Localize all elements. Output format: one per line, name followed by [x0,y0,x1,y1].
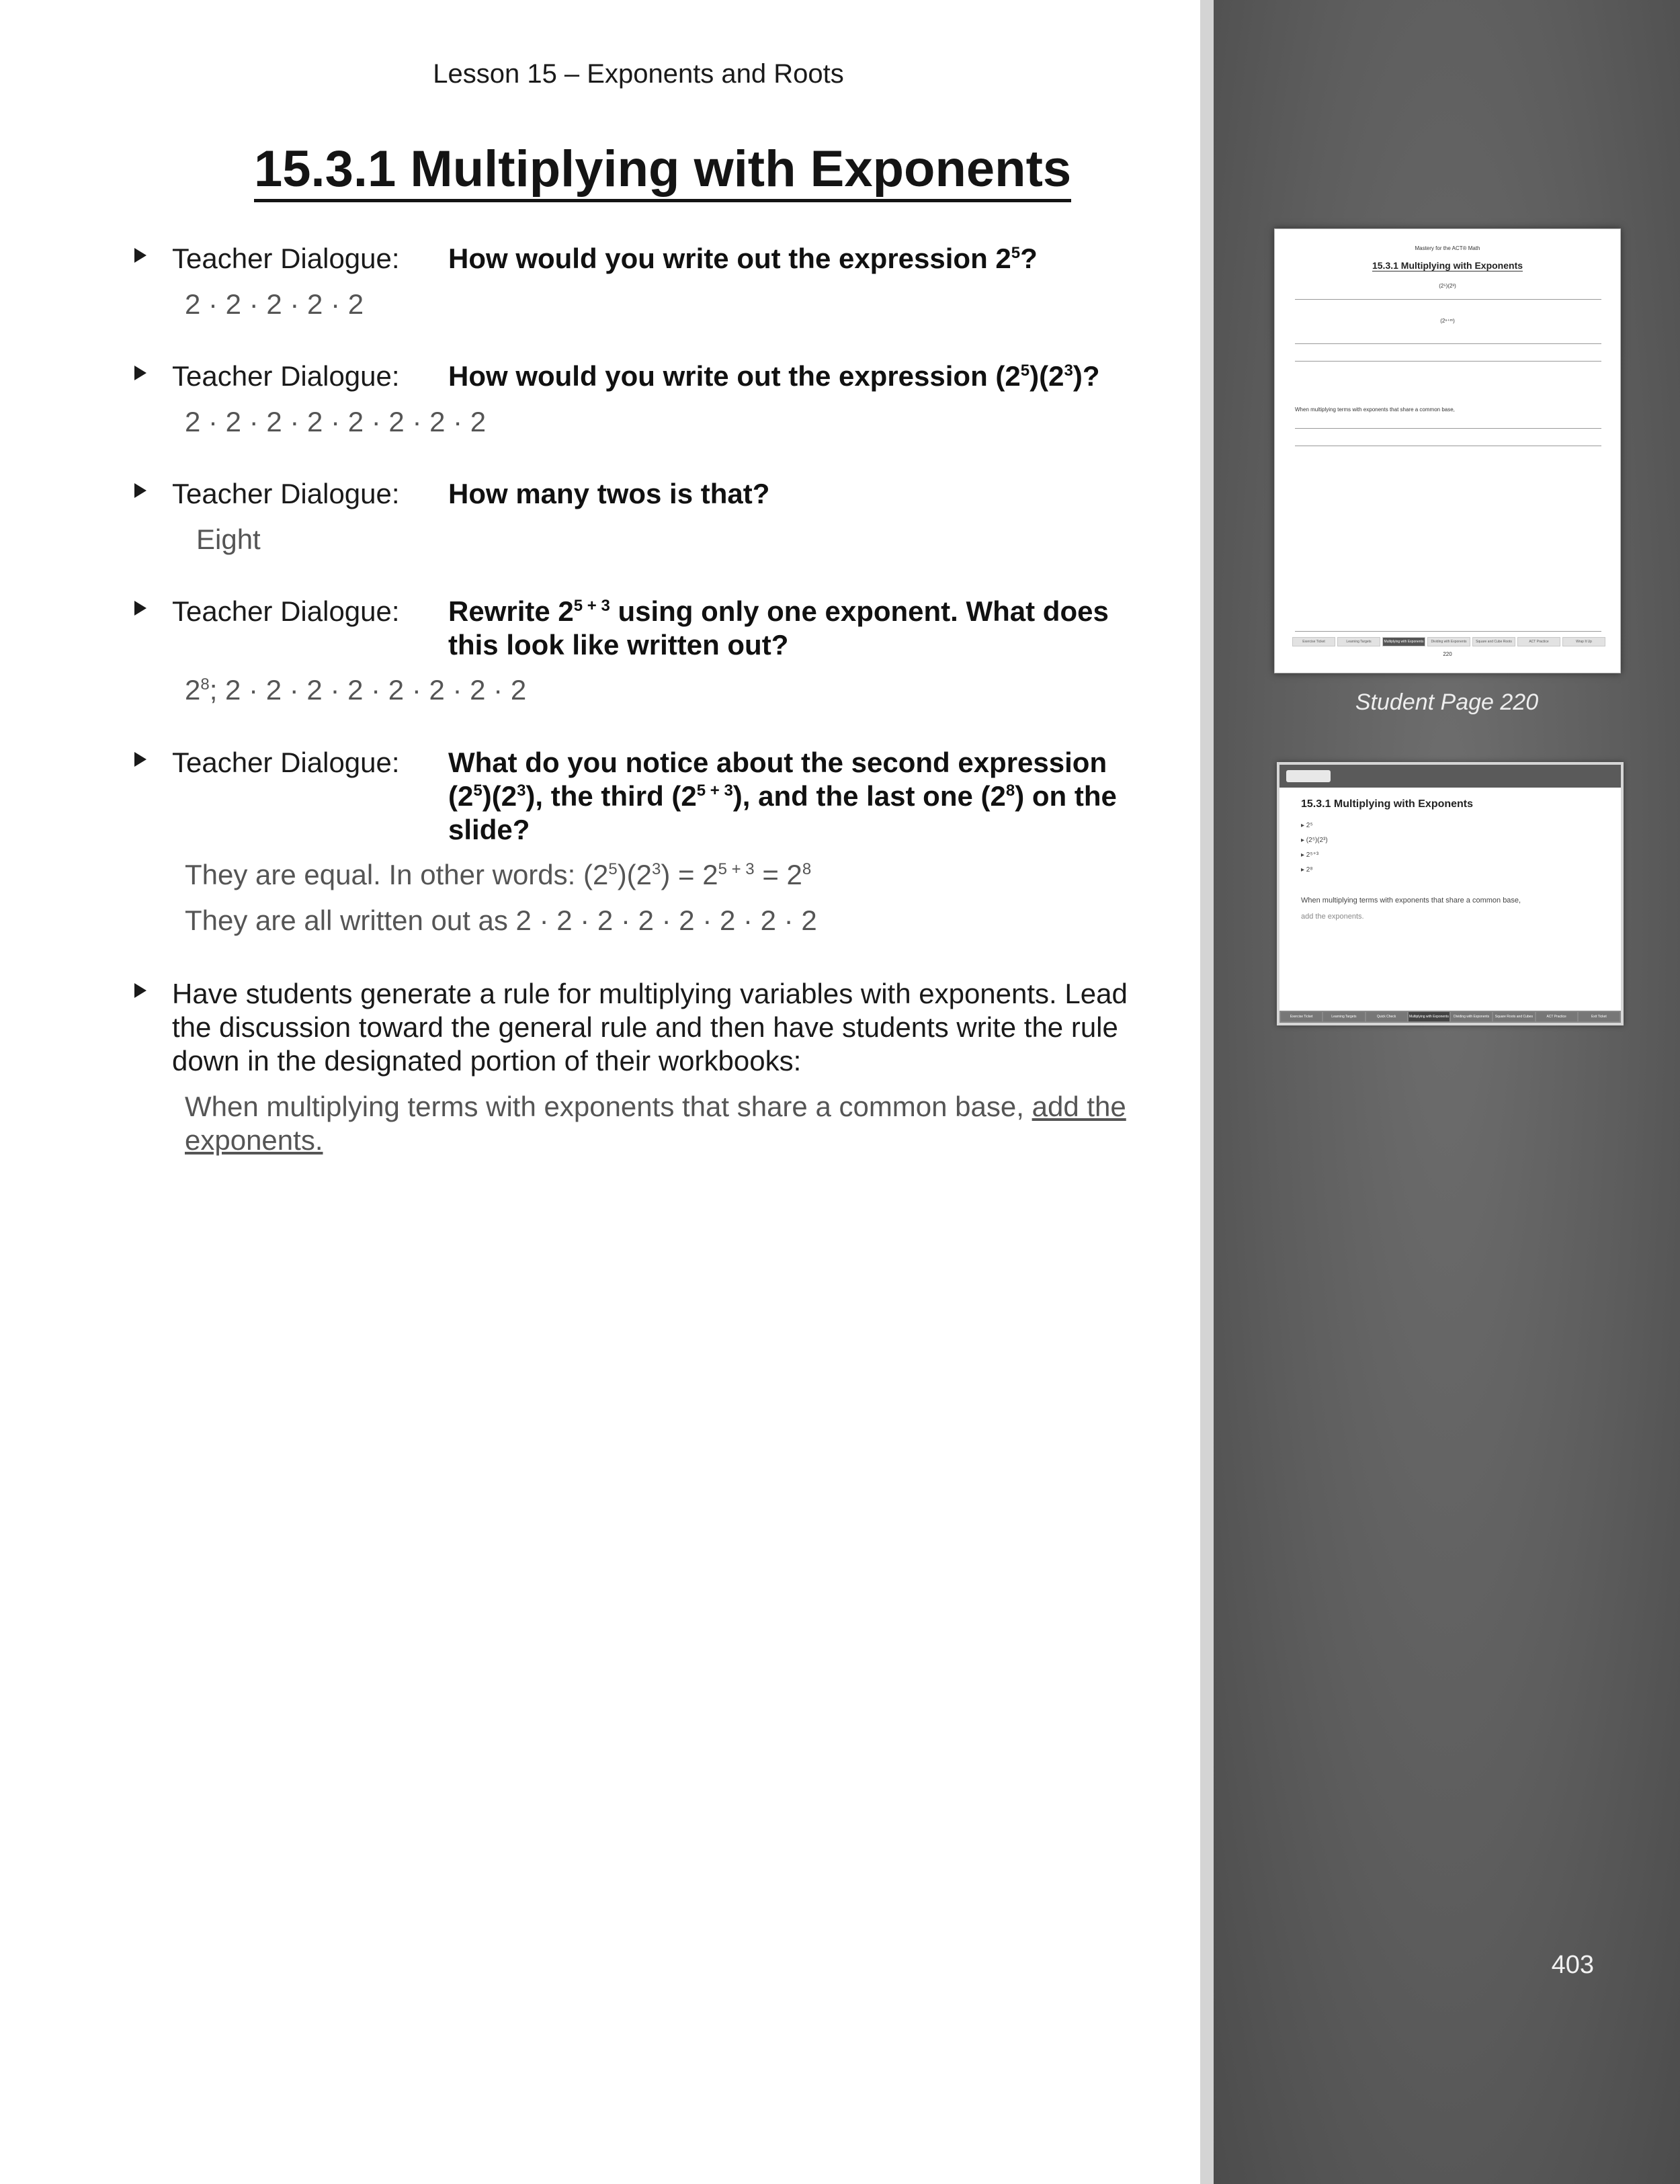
dialogue-label: Teacher Dialogue: [172,747,400,778]
bullet-icon [134,983,146,998]
slide-list [1301,818,1328,878]
dialogue-label: Teacher Dialogue: [172,595,400,627]
slide-footer-tab: ACT Practice [1536,1012,1577,1021]
slide-rule: When multiplying terms with exponents that share a common base, [1301,896,1521,905]
slide-footer-tab: Learning Targets [1323,1012,1364,1021]
dialogue-answer: Eight [196,523,261,555]
thumbnail-title: 15.3.1 Multiplying with Exponents [1372,260,1523,271]
thumbnail-rule: When multiplying terms with exponents that share a common base, [1295,407,1455,413]
page-number: 403 [1551,1951,1594,1979]
slide-footer-tab: Dividing with Exponents [1451,1012,1492,1021]
slide-footer-tab: Square Roots and Cubes [1493,1012,1534,1021]
footer-line [1295,631,1601,632]
slide-rule-answer: add the exponents. [1301,913,1364,921]
student-page-caption: Student Page 220 [1355,689,1539,715]
bullet-icon [134,248,146,263]
thumbnail-footer-tab: Dividing with Exponents [1427,637,1470,646]
slide-list-item: ▸ 2⁵⁺³ [1301,851,1319,859]
thumbnail-expression-2: (2ⁿ⁺ᵐ) [1440,318,1455,324]
dialogue-answer: 2 · 2 · 2 · 2 · 2 · 2 · 2 · 2 [185,406,487,437]
dialogue-label: Teacher Dialogue: [172,360,400,392]
lesson-header: Lesson 15 – Exponents and Roots [433,59,844,89]
slide-header-bar [1279,765,1621,788]
slide-footer-tab: Quick Check [1366,1012,1407,1021]
dialogue-answer-2: They are all written out as 2 · 2 · 2 · 2 · 2 · 2 · 2 · 2 [185,905,817,936]
slide-footer-tab: Multiplying with Exponents [1409,1012,1450,1021]
sidebar [1214,0,1680,2184]
thumbnail-expression-1: (2⁵)(2³) [1439,283,1456,289]
thumbnail-footer-tab: Exercise Ticket [1292,637,1335,646]
slide-footer-tabs [1279,1011,1621,1023]
slide-title: 15.3.1 Multiplying with Exponents [1301,798,1474,810]
section-title: 15.3.1 Multiplying with Exponents [254,141,1071,202]
thumbnail-footer-tab: Multiplying with Exponents [1382,637,1425,646]
slide-footer-tab: Exercise Ticket [1281,1012,1322,1021]
dialogue-answer: 2 · 2 · 2 · 2 · 2 [185,288,364,320]
dialogue-question: What do you notice about the second expression $(2^5)(2^3)$, the third $(2^{5 + 3})$, and the last one $(2^8)$ on the slide? [448,747,1117,845]
bullet-icon [134,601,146,616]
logo-icon [1286,770,1331,782]
thumbnail-footer-tab: ACT Practice [1517,637,1560,646]
slide-list-item: ▸ 2⁵ [1301,822,1313,829]
dialogue-label: Teacher Dialogue: [172,478,400,509]
thumbnail-footer-tab: Learning Targets [1337,637,1380,646]
thumbnail-footer-tab: Square and Cube Roots [1472,637,1515,646]
dialogue-answer: $2^8$; 2 · 2 · 2 · 2 · 2 · 2 · 2 · 2 [185,674,527,706]
student-page-thumbnail[interactable] [1274,228,1621,673]
thumbnail-page-number: 220 [1443,651,1452,657]
slide-list-item: ▸ 2⁸ [1301,866,1313,874]
thumbnail-footer-tabs [1292,637,1605,646]
dialogue-answer: They are equal. In other words: $(2^5)(2^3) = 2^{5 + 3} = 2^8$ [185,859,812,890]
bullet-icon [134,366,146,380]
answer-line [1295,299,1601,300]
slide-footer-tab: Exit Ticket [1579,1012,1620,1021]
dialogue-question: Rewrite $2^{5 + 3}$ using only one exponent. What does this look like written out? [448,595,1109,661]
dialogue-question: How would you write out the expression $(2^5)(2^3)$? [448,360,1100,392]
dialogue-question: How would you write out the expression $2^5$? [448,243,1038,274]
instruction-answer: When multiplying terms with exponents that share a common base, add the exponents. [185,1091,1126,1156]
page-divider [1200,0,1214,2184]
answer-line [1295,361,1601,362]
bullet-icon [134,752,146,767]
dialogue-label: Teacher Dialogue: [172,243,400,274]
instruction-text: Have students generate a rule for multiplying variables with exponents. Lead the discussion toward the general rule and then have students write the rule down in the designated portion of their workbooks: [172,978,1128,1077]
answer-line [1295,428,1601,429]
answer-line [1295,343,1601,344]
bullet-icon [134,483,146,498]
slide-list-item: ▸ (2⁵)(2³) [1301,837,1328,844]
thumbnail-header: Mastery for the ACT® Math [1415,245,1480,251]
dialogue-question: How many twos is that? [448,478,770,509]
thumbnail-footer-tab: Wrap It Up [1562,637,1605,646]
slide-thumbnail[interactable] [1277,762,1624,1025]
